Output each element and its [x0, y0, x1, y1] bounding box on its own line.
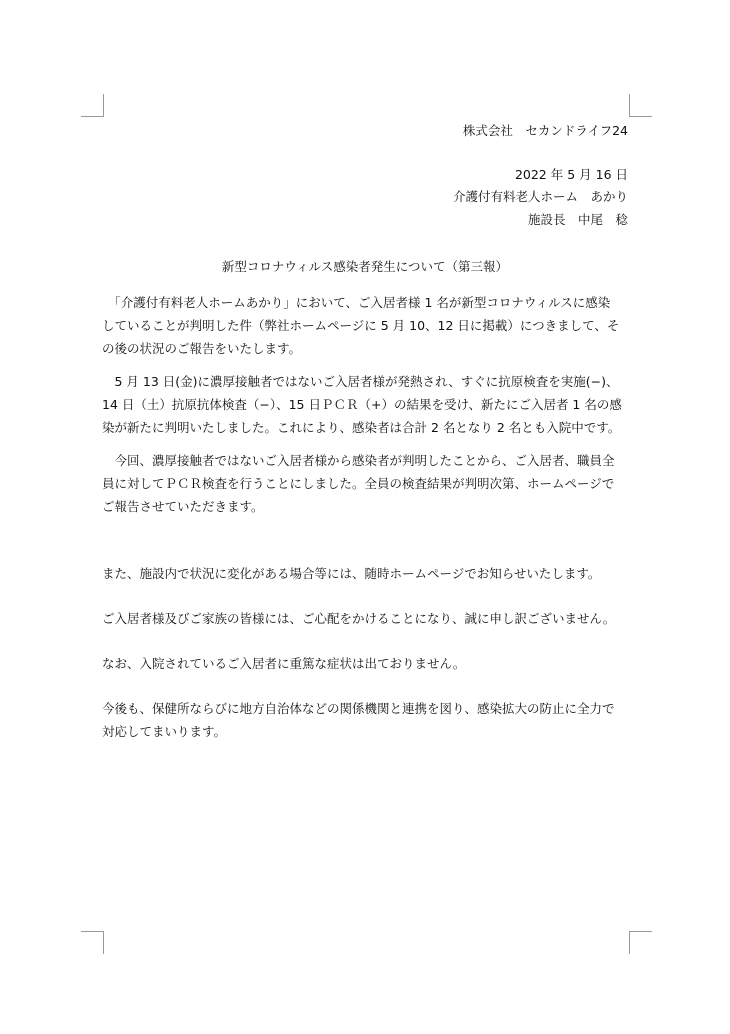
paragraph-6 — [102, 652, 630, 675]
crop-mark-bottom-left — [81, 931, 104, 954]
paragraph-line: 「介護付有料老人ホームあかり」において、ご入居者様 1 名が新型コロナウィルスに感染 — [102, 295, 611, 310]
document-date: 2022 年 5 月 16 日 — [514, 167, 628, 182]
paragraph-line: 今後も、保健所ならびに地方自治体などの関係機関と連携を図り、感染拡大の防止に全力で — [102, 701, 615, 716]
paragraph-line: なお、入院されているご入居者に重篤な症状は出ておりません。 — [102, 656, 466, 671]
paragraph-line: 5 月 13 日(金)に濃厚接触者ではないご入居者様が発熱され、すぐに抗原検査を実施(−)、 — [102, 374, 619, 389]
paragraph-2 — [102, 370, 630, 439]
paragraph-line: ご入居者様及びご家族の皆様には、ご心配をかけることになり、誠に申し訳ございません。 — [102, 611, 616, 626]
paragraph-line: の後の状況のご報告をいたします。 — [102, 341, 302, 356]
paragraph-line: また、施設内で状況に変化がある場合等には、随時ホームページでお知らせいたします。 — [102, 566, 601, 581]
crop-mark-bottom-right — [629, 931, 652, 954]
paragraph-line: 染が新たに判明いたしました。これにより、感染者は合計 2 名となり 2 名とも入院中です。 — [102, 420, 621, 435]
director-name: 施設長 中尾 稔 — [527, 212, 628, 227]
paragraph-7 — [102, 697, 630, 743]
paragraph-line: 対応してまいります。 — [102, 724, 227, 739]
crop-mark-top-left — [81, 94, 104, 117]
paragraph-3 — [102, 449, 630, 518]
document-title: 新型コロナウィルス感染者発生について（第三報） — [221, 259, 509, 274]
facility-name: 介護付有料老人ホーム あかり — [452, 189, 628, 204]
paragraph-line: 14 日（土）抗原抗体検査（−）、15 日ＰＣＲ（+）の結果を受け、新たにご入居者 1 名の感 — [102, 397, 622, 412]
company-name: 株式会社 セカンドライフ24 — [462, 123, 628, 138]
crop-mark-top-right — [629, 94, 652, 117]
paragraph-1 — [102, 291, 630, 360]
paragraph-line: していることが判明した件（弊社ホームページに 5 月 10、12 日に掲載）につきまして、そ — [102, 318, 620, 333]
paragraph-5 — [102, 607, 630, 630]
paragraph-line: 今回、濃厚接触者ではないご入居者様から感染者が判明したことから、ご入居者、職員全 — [102, 453, 615, 468]
paragraph-4 — [102, 562, 630, 585]
paragraph-line: ご報告させていただきます。 — [102, 499, 264, 514]
paragraph-line: 員に対してＰＣＲ検査を行うことにしました。全員の検査結果が判明次第、ホームページで — [102, 476, 615, 491]
